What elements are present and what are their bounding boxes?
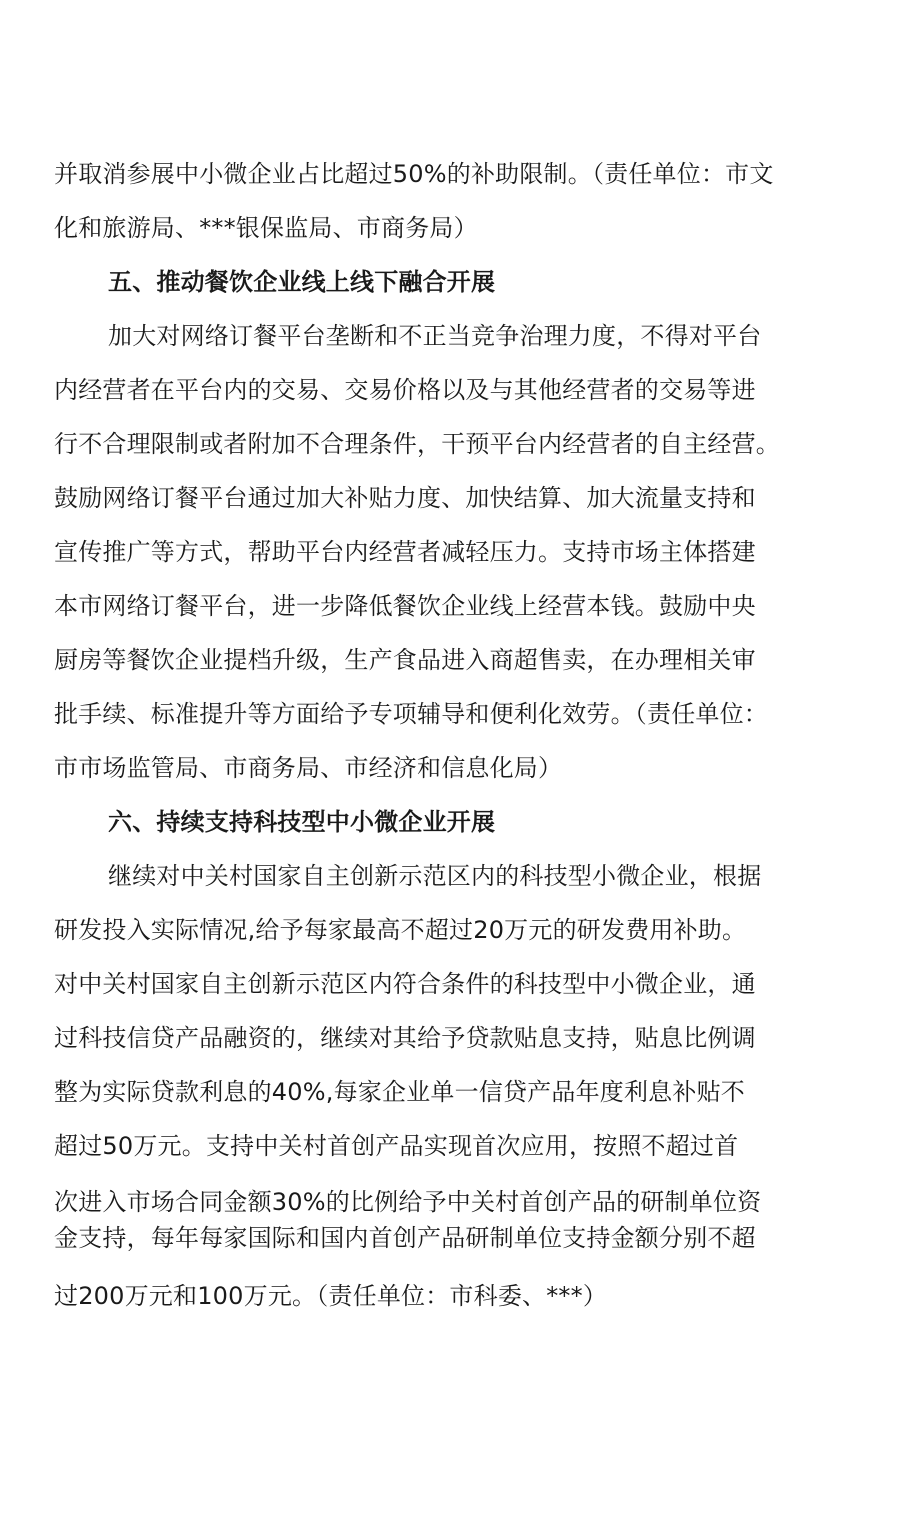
paragraph-line: 过科技信贷产品融资的，继续对其给予贷款贴息支持，贴息比例调: [54, 1024, 756, 1052]
paragraph-line: 化和旅游局、***银保监局、市商务局）: [54, 214, 478, 242]
paragraph-line: 鼓励网络订餐平台通过加大补贴力度、加快结算、加大流量支持和: [54, 484, 756, 512]
paragraph-line: 厨房等餐饮企业提档升级，生产食品进入商超售卖，在办理相关审: [54, 646, 756, 674]
paragraph-line: 内经营者在平台内的交易、交易价格以及与其他经营者的交易等进: [54, 376, 756, 404]
paragraph-line: 市市场监管局、市商务局、市经济和信息化局）: [54, 754, 563, 782]
section-heading-5: 五、推动餐饮企业线上线下融合开展: [108, 268, 496, 296]
paragraph-line: 金支持，每年每家国际和国内首创产品研制单位支持金额分别不超: [54, 1224, 756, 1252]
paragraph-line: 继续对中关村国家自主创新示范区内的科技型小微企业，根据: [108, 862, 762, 890]
section-heading-6: 六、持续支持科技型中小微企业开展: [108, 808, 496, 836]
paragraph-line: 加大对网络订餐平台垄断和不正当竞争治理力度，不得对平台: [108, 322, 762, 350]
paragraph-line: 并取消参展中小微企业占比超过50%的补助限制。（责任单位：市文: [54, 160, 774, 188]
paragraph-line: 超过50万元。支持中关村首创产品实现首次应用，按照不超过首: [54, 1132, 739, 1160]
paragraph-line: 宣传推广等方式，帮助平台内经营者减轻压力。支持市场主体搭建: [54, 538, 756, 566]
paragraph-line: 对中关村国家自主创新示范区内符合条件的科技型中小微企业，通: [54, 970, 756, 998]
paragraph-line: 行不合理限制或者附加不合理条件，干预平台内经营者的自主经营。: [54, 430, 780, 458]
paragraph-line: 过200万元和100万元。（责任单位：市科委、***）: [54, 1282, 608, 1310]
paragraph-line: 批手续、标准提升等方面给予专项辅导和便利化效劳。（责任单位：: [54, 700, 768, 728]
paragraph-line: 整为实际贷款利息的40%,每家企业单一信贷产品年度利息补贴不: [54, 1078, 745, 1106]
paragraph-line: 研发投入实际情况,给予每家最高不超过20万元的研发费用补助。: [54, 916, 747, 944]
paragraph-line: 本市网络订餐平台，进一步降低餐饮企业线上经营本钱。鼓励中央: [54, 592, 756, 620]
paragraph-line: 次进入市场合同金额30%的比例给予中关村首创产品的研制单位资: [54, 1188, 762, 1216]
